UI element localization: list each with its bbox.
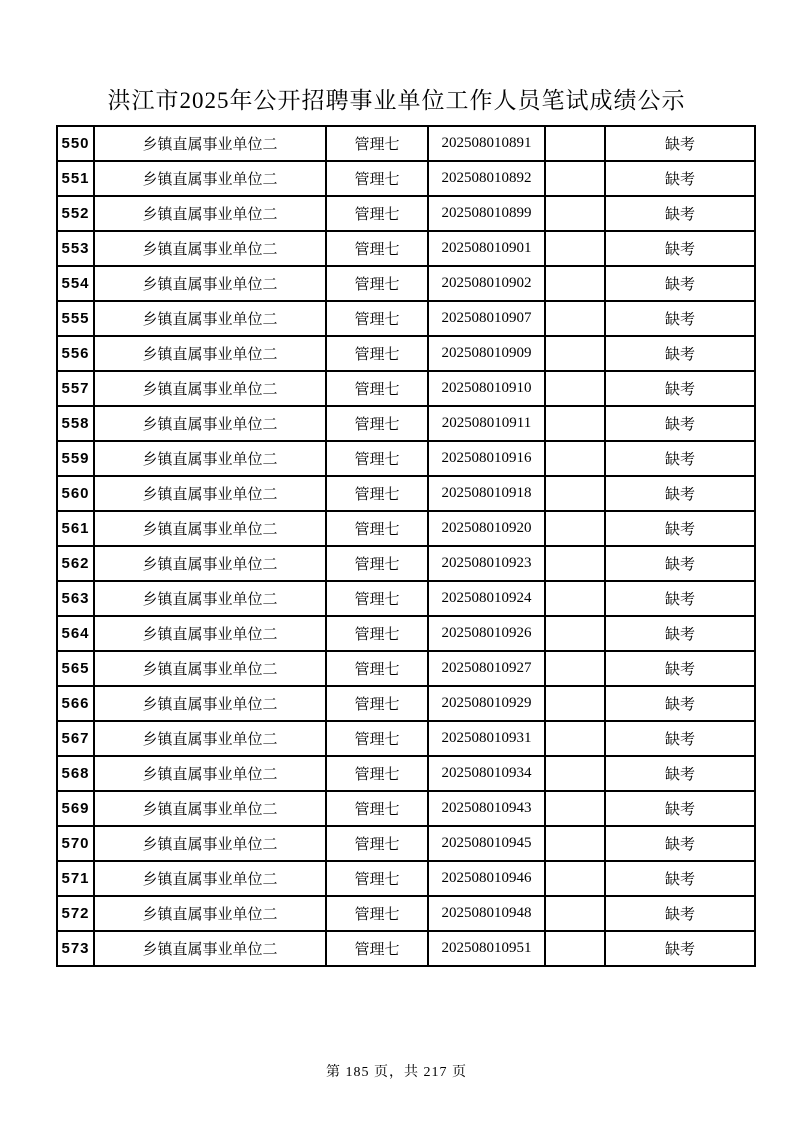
exam-id-cell: 202508010924 xyxy=(428,581,545,616)
row-number-cell: 567 xyxy=(57,721,94,756)
table-row xyxy=(57,196,755,231)
exam-id-cell: 202508010927 xyxy=(428,651,545,686)
position-cell: 管理七 xyxy=(326,266,428,301)
position-cell: 管理七 xyxy=(326,861,428,896)
position-cell: 管理七 xyxy=(326,721,428,756)
exam-id-cell: 202508010892 xyxy=(428,161,545,196)
table-row xyxy=(57,651,755,686)
score-cell xyxy=(545,511,605,546)
remark-cell: 缺考 xyxy=(605,511,755,546)
unit-name-cell: 乡镇直属事业单位二 xyxy=(94,161,326,196)
row-number-cell: 558 xyxy=(57,406,94,441)
row-number-cell: 566 xyxy=(57,686,94,721)
remark-cell: 缺考 xyxy=(605,616,755,651)
score-cell xyxy=(545,581,605,616)
remark-cell: 缺考 xyxy=(605,231,755,266)
remark-cell: 缺考 xyxy=(605,756,755,791)
table-row xyxy=(57,371,755,406)
table-row xyxy=(57,336,755,371)
row-number-cell: 551 xyxy=(57,161,94,196)
position-cell: 管理七 xyxy=(326,826,428,861)
row-number-cell: 557 xyxy=(57,371,94,406)
row-number-cell: 572 xyxy=(57,896,94,931)
remark-cell: 缺考 xyxy=(605,476,755,511)
unit-name-cell: 乡镇直属事业单位二 xyxy=(94,721,326,756)
remark-cell: 缺考 xyxy=(605,371,755,406)
remark-cell: 缺考 xyxy=(605,651,755,686)
row-number-cell: 561 xyxy=(57,511,94,546)
row-number-cell: 571 xyxy=(57,861,94,896)
exam-id-cell: 202508010946 xyxy=(428,861,545,896)
row-number-cell: 569 xyxy=(57,791,94,826)
table-row xyxy=(57,826,755,861)
position-cell: 管理七 xyxy=(326,371,428,406)
score-cell xyxy=(545,896,605,931)
unit-name-cell: 乡镇直属事业单位二 xyxy=(94,581,326,616)
exam-id-cell: 202508010891 xyxy=(428,126,545,161)
remark-cell: 缺考 xyxy=(605,826,755,861)
exam-id-cell: 202508010923 xyxy=(428,546,545,581)
score-cell xyxy=(545,266,605,301)
remark-cell: 缺考 xyxy=(605,546,755,581)
exam-id-cell: 202508010951 xyxy=(428,931,545,966)
score-cell xyxy=(545,791,605,826)
table-row xyxy=(57,161,755,196)
position-cell: 管理七 xyxy=(326,616,428,651)
remark-cell: 缺考 xyxy=(605,161,755,196)
score-cell xyxy=(545,476,605,511)
score-cell xyxy=(545,406,605,441)
score-cell xyxy=(545,161,605,196)
position-cell: 管理七 xyxy=(326,931,428,966)
remark-cell: 缺考 xyxy=(605,301,755,336)
score-cell xyxy=(545,301,605,336)
position-cell: 管理七 xyxy=(326,546,428,581)
unit-name-cell: 乡镇直属事业单位二 xyxy=(94,931,326,966)
unit-name-cell: 乡镇直属事业单位二 xyxy=(94,231,326,266)
score-cell xyxy=(545,651,605,686)
scores-table-body xyxy=(57,126,755,966)
exam-id-cell: 202508010899 xyxy=(428,196,545,231)
score-cell xyxy=(545,371,605,406)
position-cell: 管理七 xyxy=(326,161,428,196)
table-row xyxy=(57,581,755,616)
position-cell: 管理七 xyxy=(326,196,428,231)
exam-id-cell: 202508010911 xyxy=(428,406,545,441)
table-row xyxy=(57,791,755,826)
exam-id-cell: 202508010929 xyxy=(428,686,545,721)
exam-id-cell: 202508010916 xyxy=(428,441,545,476)
score-cell xyxy=(545,196,605,231)
exam-id-cell: 202508010909 xyxy=(428,336,545,371)
score-cell xyxy=(545,336,605,371)
exam-id-cell: 202508010920 xyxy=(428,511,545,546)
remark-cell: 缺考 xyxy=(605,126,755,161)
unit-name-cell: 乡镇直属事业单位二 xyxy=(94,371,326,406)
table-row xyxy=(57,266,755,301)
row-number-cell: 568 xyxy=(57,756,94,791)
row-number-cell: 559 xyxy=(57,441,94,476)
unit-name-cell: 乡镇直属事业单位二 xyxy=(94,266,326,301)
remark-cell: 缺考 xyxy=(605,721,755,756)
position-cell: 管理七 xyxy=(326,231,428,266)
page-footer: 第 185 页，共 217 页 xyxy=(326,1065,467,1080)
table-row xyxy=(57,896,755,931)
row-number-cell: 552 xyxy=(57,196,94,231)
unit-name-cell: 乡镇直属事业单位二 xyxy=(94,826,326,861)
table-row xyxy=(57,476,755,511)
exam-id-cell: 202508010918 xyxy=(428,476,545,511)
table-row xyxy=(57,441,755,476)
unit-name-cell: 乡镇直属事业单位二 xyxy=(94,651,326,686)
row-number-cell: 564 xyxy=(57,616,94,651)
position-cell: 管理七 xyxy=(326,336,428,371)
position-cell: 管理七 xyxy=(326,126,428,161)
exam-id-cell: 202508010910 xyxy=(428,371,545,406)
remark-cell: 缺考 xyxy=(605,406,755,441)
unit-name-cell: 乡镇直属事业单位二 xyxy=(94,616,326,651)
table-row xyxy=(57,861,755,896)
table-row xyxy=(57,511,755,546)
unit-name-cell: 乡镇直属事业单位二 xyxy=(94,756,326,791)
position-cell: 管理七 xyxy=(326,581,428,616)
row-number-cell: 563 xyxy=(57,581,94,616)
table-row xyxy=(57,756,755,791)
exam-id-cell: 202508010948 xyxy=(428,896,545,931)
remark-cell: 缺考 xyxy=(605,896,755,931)
row-number-cell: 562 xyxy=(57,546,94,581)
score-cell xyxy=(545,826,605,861)
position-cell: 管理七 xyxy=(326,301,428,336)
remark-cell: 缺考 xyxy=(605,581,755,616)
exam-id-cell: 202508010943 xyxy=(428,791,545,826)
unit-name-cell: 乡镇直属事业单位二 xyxy=(94,791,326,826)
row-number-cell: 550 xyxy=(57,126,94,161)
position-cell: 管理七 xyxy=(326,686,428,721)
scores-table xyxy=(56,125,756,967)
unit-name-cell: 乡镇直属事业单位二 xyxy=(94,301,326,336)
remark-cell: 缺考 xyxy=(605,196,755,231)
table-row xyxy=(57,406,755,441)
exam-id-cell: 202508010902 xyxy=(428,266,545,301)
row-number-cell: 570 xyxy=(57,826,94,861)
remark-cell: 缺考 xyxy=(605,861,755,896)
score-cell xyxy=(545,861,605,896)
unit-name-cell: 乡镇直属事业单位二 xyxy=(94,511,326,546)
remark-cell: 缺考 xyxy=(605,686,755,721)
table-row xyxy=(57,546,755,581)
unit-name-cell: 乡镇直属事业单位二 xyxy=(94,686,326,721)
exam-id-cell: 202508010931 xyxy=(428,721,545,756)
unit-name-cell: 乡镇直属事业单位二 xyxy=(94,196,326,231)
unit-name-cell: 乡镇直属事业单位二 xyxy=(94,861,326,896)
score-cell xyxy=(545,231,605,266)
exam-id-cell: 202508010926 xyxy=(428,616,545,651)
remark-cell: 缺考 xyxy=(605,931,755,966)
remark-cell: 缺考 xyxy=(605,266,755,301)
position-cell: 管理七 xyxy=(326,476,428,511)
unit-name-cell: 乡镇直属事业单位二 xyxy=(94,546,326,581)
exam-id-cell: 202508010901 xyxy=(428,231,545,266)
row-number-cell: 554 xyxy=(57,266,94,301)
table-row xyxy=(57,686,755,721)
table-row xyxy=(57,126,755,161)
position-cell: 管理七 xyxy=(326,511,428,546)
position-cell: 管理七 xyxy=(326,791,428,826)
exam-id-cell: 202508010907 xyxy=(428,301,545,336)
unit-name-cell: 乡镇直属事业单位二 xyxy=(94,896,326,931)
exam-id-cell: 202508010934 xyxy=(428,756,545,791)
score-cell xyxy=(545,931,605,966)
score-cell xyxy=(545,441,605,476)
row-number-cell: 573 xyxy=(57,931,94,966)
score-cell xyxy=(545,546,605,581)
table-row xyxy=(57,931,755,966)
unit-name-cell: 乡镇直属事业单位二 xyxy=(94,441,326,476)
unit-name-cell: 乡镇直属事业单位二 xyxy=(94,406,326,441)
unit-name-cell: 乡镇直属事业单位二 xyxy=(94,126,326,161)
score-cell xyxy=(545,756,605,791)
unit-name-cell: 乡镇直属事业单位二 xyxy=(94,476,326,511)
score-cell xyxy=(545,721,605,756)
position-cell: 管理七 xyxy=(326,896,428,931)
row-number-cell: 556 xyxy=(57,336,94,371)
remark-cell: 缺考 xyxy=(605,441,755,476)
remark-cell: 缺考 xyxy=(605,791,755,826)
unit-name-cell: 乡镇直属事业单位二 xyxy=(94,336,326,371)
row-number-cell: 560 xyxy=(57,476,94,511)
position-cell: 管理七 xyxy=(326,441,428,476)
table-row xyxy=(57,616,755,651)
score-cell xyxy=(545,616,605,651)
position-cell: 管理七 xyxy=(326,756,428,791)
position-cell: 管理七 xyxy=(326,406,428,441)
exam-id-cell: 202508010945 xyxy=(428,826,545,861)
row-number-cell: 565 xyxy=(57,651,94,686)
score-cell xyxy=(545,126,605,161)
position-cell: 管理七 xyxy=(326,651,428,686)
remark-cell: 缺考 xyxy=(605,336,755,371)
table-row xyxy=(57,231,755,266)
table-row xyxy=(57,301,755,336)
score-cell xyxy=(545,686,605,721)
table-row xyxy=(57,721,755,756)
row-number-cell: 555 xyxy=(57,301,94,336)
page-title: 洪江市2025年公开招聘事业单位工作人员笔试成绩公示 xyxy=(107,88,686,113)
row-number-cell: 553 xyxy=(57,231,94,266)
